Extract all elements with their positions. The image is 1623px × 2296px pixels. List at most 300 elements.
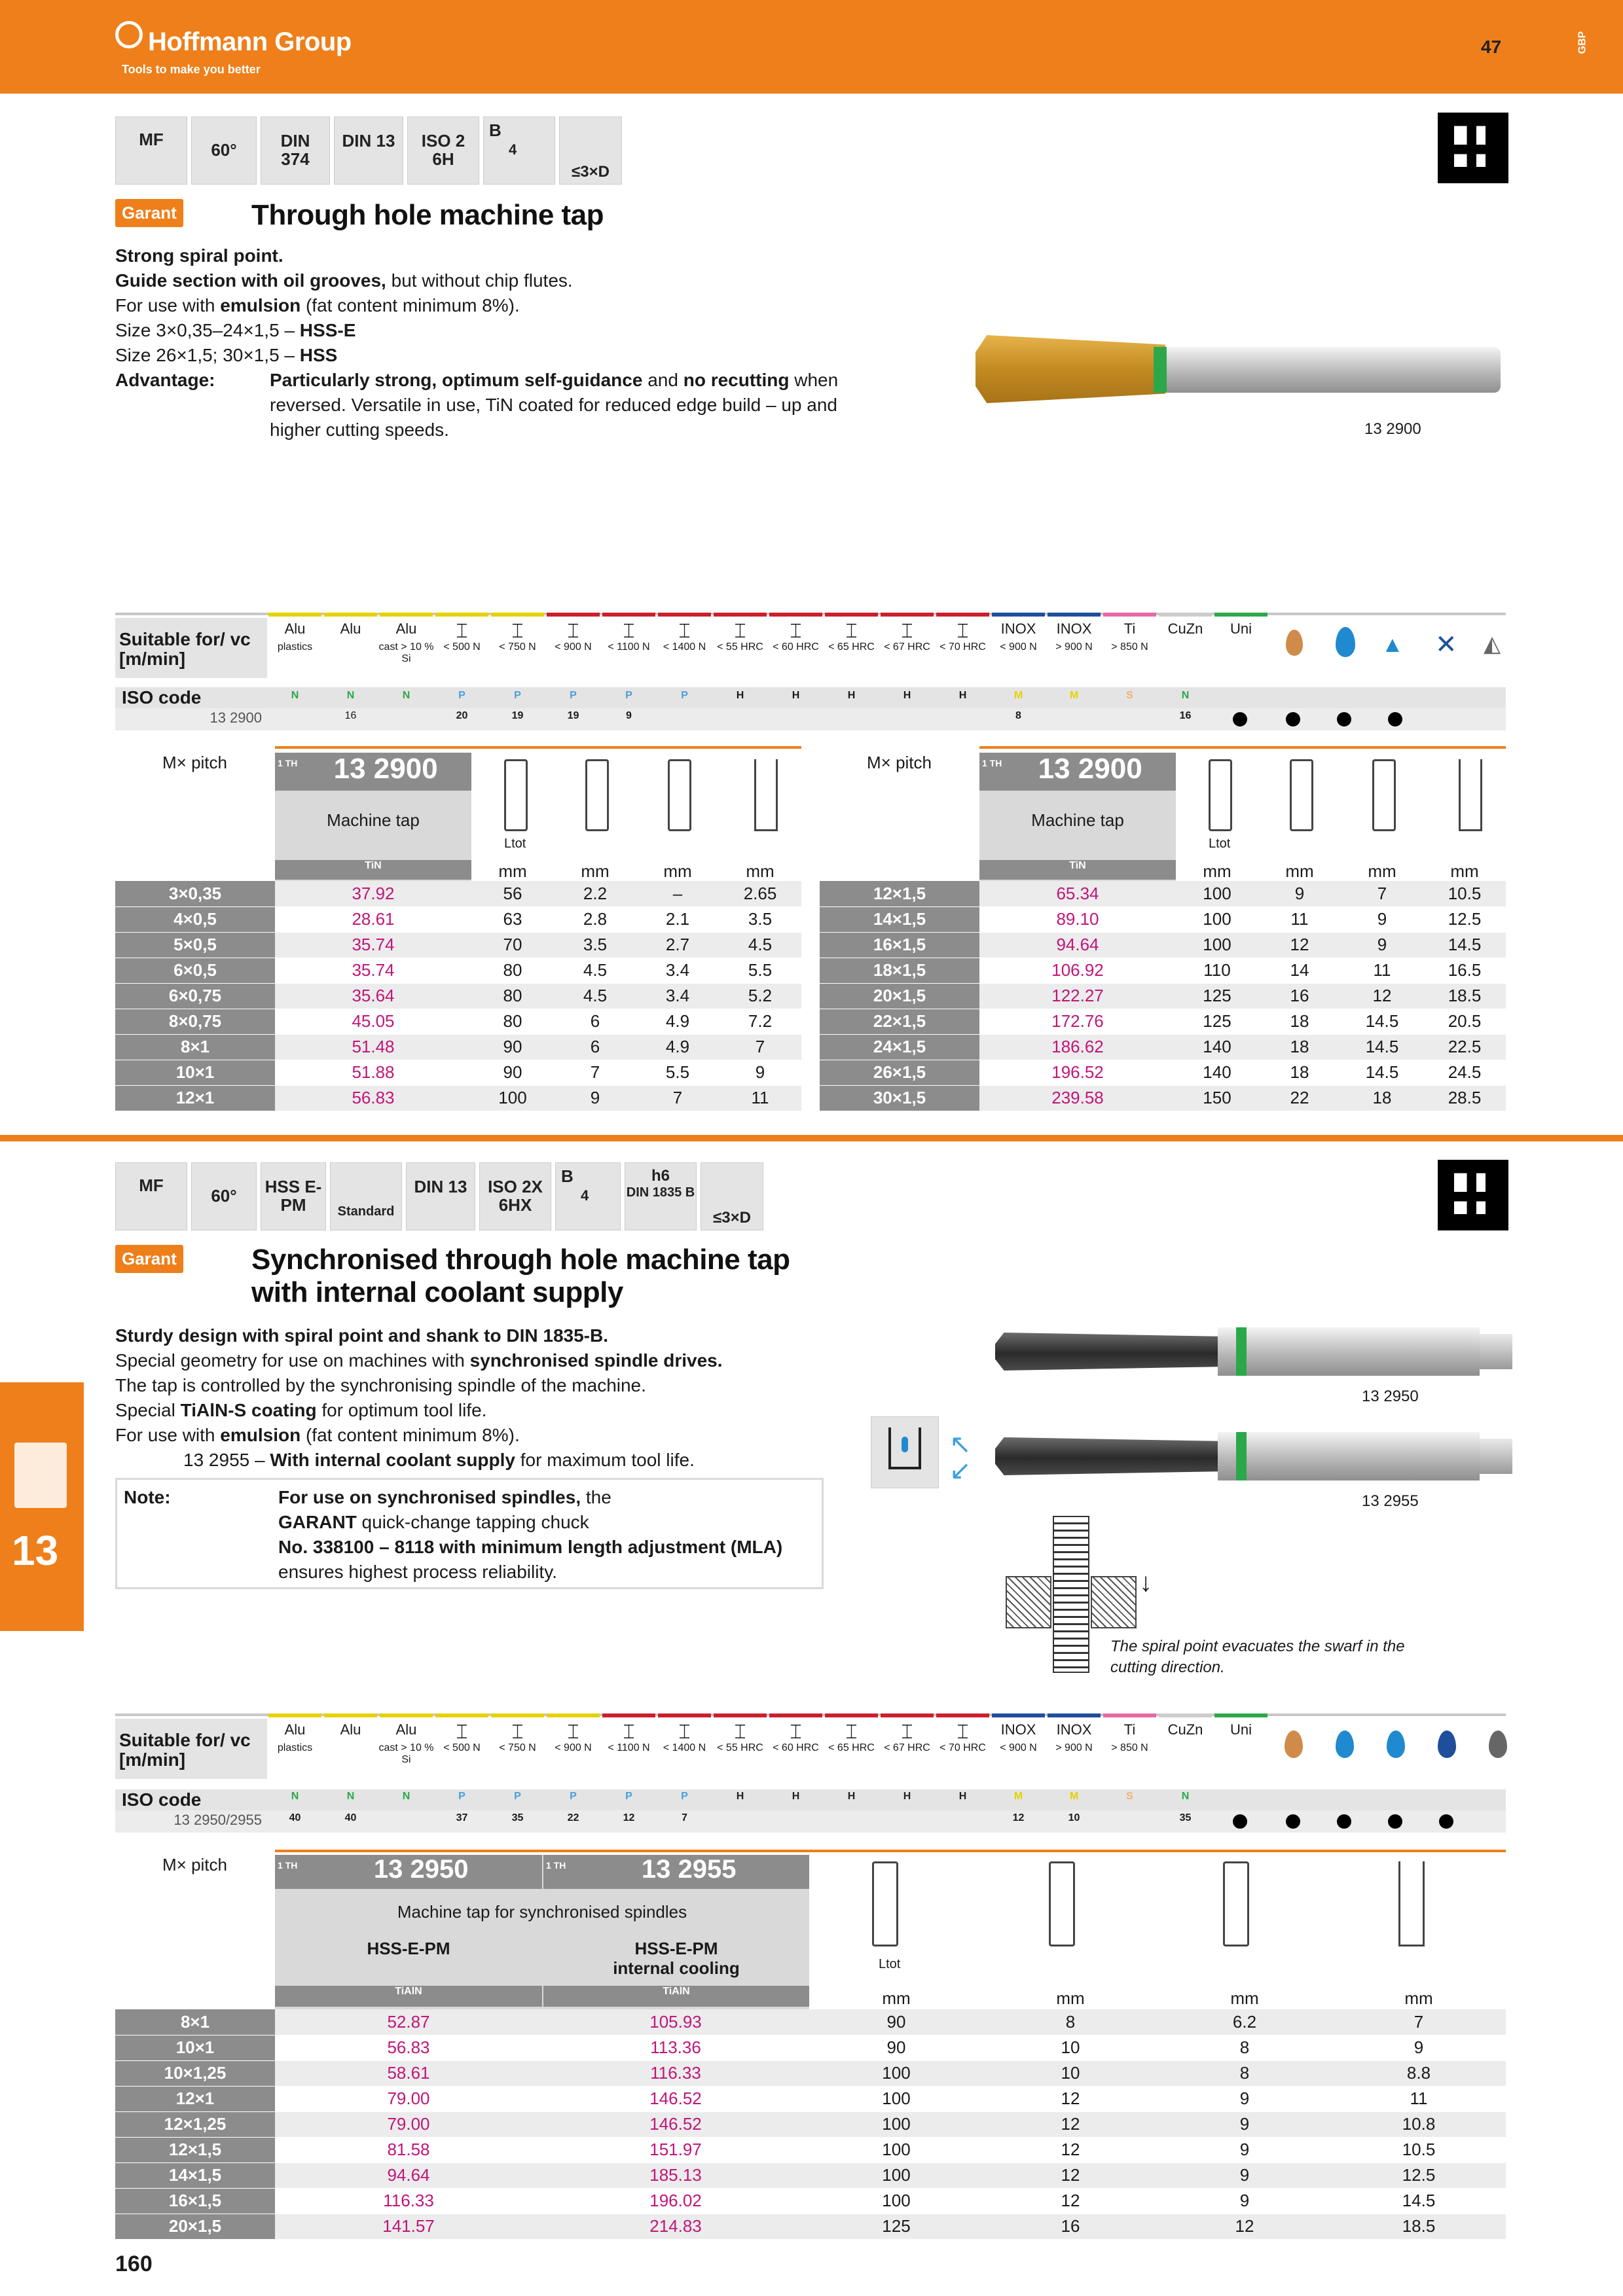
spec-icons-2 <box>115 1162 763 1230</box>
coolant-col <box>1473 1719 1524 1837</box>
material-name: Ti <box>1123 1721 1136 1738</box>
ltot-icon <box>504 759 528 831</box>
material-col <box>712 1719 768 1837</box>
material-color-bar <box>992 1713 1045 1717</box>
dimension-cell: 4.5 <box>719 932 801 958</box>
dimension-cell: 140 <box>1176 1060 1258 1085</box>
steel-beam-icon: ⌶ <box>901 1721 913 1743</box>
table-row <box>820 881 1506 906</box>
chamfer-icon <box>483 117 555 185</box>
material-color-bar <box>825 1713 878 1717</box>
desc-line: Special <box>115 1400 181 1420</box>
mpitch-cell: 14×1,5 <box>115 2162 275 2188</box>
steel-beam-icon: ⌶ <box>957 620 969 642</box>
dimension-cell: 2.1 <box>636 906 719 932</box>
square-icon <box>1223 1861 1249 1946</box>
dimension-cell: 125 <box>1176 1009 1258 1034</box>
dimension-cell: 9 <box>554 1085 636 1111</box>
material-col <box>323 1719 378 1837</box>
material-strength: < 1400 N <box>663 1742 706 1753</box>
dimension-cell: 125 <box>809 2214 983 2239</box>
dimension-cell: 100 <box>1176 932 1258 958</box>
iso-code: S <box>1126 1791 1133 1802</box>
material-name: Alu <box>340 1721 361 1738</box>
suitability-columns-2 <box>267 1719 1506 1837</box>
table-row <box>115 1009 801 1034</box>
dimension-cell: 20.5 <box>1423 1009 1506 1034</box>
orange-rule <box>275 1850 1506 1852</box>
dimension-cell: 5.5 <box>636 1060 719 1085</box>
dimension-cell: 8 <box>1158 2060 1332 2086</box>
material-strength: < 55 HRC <box>717 1742 763 1753</box>
dimension-cell: 7 <box>554 1060 636 1085</box>
dimension-cell: 110 <box>1176 958 1258 983</box>
iso-code: H <box>847 1791 856 1802</box>
emulsion-drop-icon <box>1336 1731 1354 1758</box>
desc-line: The tap is controlled by the synchronising spindle of the machine. <box>115 1375 646 1395</box>
dimension-icons <box>482 759 801 838</box>
emulsion-drop-icon <box>1336 627 1355 657</box>
table-row <box>115 1085 801 1111</box>
qr-code-icon[interactable] <box>1438 1160 1508 1230</box>
material-b: HSS-E-PM internal cooling <box>613 1939 740 1978</box>
table-row <box>115 2137 1506 2162</box>
size-rows-right <box>820 881 1506 1111</box>
chamfer-icon <box>555 1162 621 1230</box>
mpitch-cell: 5×0,5 <box>115 932 275 958</box>
material-strength: < 900 N <box>555 1742 592 1753</box>
dimension-cell: 14 <box>1258 958 1341 983</box>
dimension-cell: 4.5 <box>554 958 636 983</box>
dimension-cell: 100 <box>809 2111 983 2137</box>
ltot-label: Ltot <box>879 1957 901 1971</box>
spray-icon <box>1489 1731 1507 1758</box>
dimension-cell: 9 <box>1258 881 1341 906</box>
price-cell: 56.83 <box>275 2035 542 2060</box>
note-text: No. 338100 – 8118 with minimum length adjustment (MLA) <box>278 1537 783 1557</box>
material-col <box>768 1719 824 1837</box>
row-code-1: 13 2900 <box>210 709 262 726</box>
iso-code: P <box>458 1791 465 1802</box>
price-cell: 146.52 <box>542 2086 809 2111</box>
price-cell: 239.58 <box>979 1085 1176 1111</box>
garant-badge: Garant <box>115 1245 183 1273</box>
advantage-text: no recutting <box>683 370 790 390</box>
dimension-cell: 16 <box>1258 983 1341 1009</box>
tap-tool-image-2b <box>949 1427 1512 1486</box>
cutting-speed: 35 <box>1179 1812 1192 1823</box>
dimension-cell: 8.8 <box>1332 2060 1506 2086</box>
dimension-cell: 9 <box>719 1060 801 1085</box>
mpitch-cell: 10×1,25 <box>115 2060 275 2086</box>
ltot-icon <box>872 1861 898 1946</box>
dimension-cell: 6 <box>554 1009 636 1034</box>
desc-line: TiAlN-S coating <box>180 1400 317 1420</box>
steel-beam-icon: ⌶ <box>734 620 746 642</box>
dimension-cell: 9 <box>1341 906 1423 932</box>
material-strength: < 1100 N <box>608 1742 650 1753</box>
suitable-dot <box>1233 1814 1247 1829</box>
material-color-bar <box>380 1713 433 1717</box>
unit-row-2: mm mm mm mm <box>882 1988 1433 2008</box>
price-cell: 105.93 <box>542 2009 809 2035</box>
spray-icon: ◭ <box>1484 632 1501 656</box>
dry-icon: ✕ <box>1435 630 1457 659</box>
dimension-cell: 11 <box>1341 958 1423 983</box>
square-icon <box>1372 759 1396 831</box>
desc-line: emulsion <box>220 295 301 315</box>
table-row <box>820 1085 1506 1111</box>
table-row <box>820 983 1506 1009</box>
table-row <box>115 1060 801 1085</box>
price-cell: 122.27 <box>979 983 1176 1009</box>
page-number: 160 <box>115 2251 153 2276</box>
price-cell: 186.62 <box>979 1034 1176 1060</box>
price-cell: 35.74 <box>275 932 471 958</box>
coolant-arrow-icon: ↙ <box>949 1456 972 1485</box>
ltot-label: Ltot <box>1209 836 1231 851</box>
price-cell: 81.58 <box>275 2137 542 2162</box>
steel-beam-icon: ⌶ <box>734 1721 746 1743</box>
dimension-cell: 80 <box>471 1009 554 1034</box>
material-col: ⌶ < 60 HRC H <box>768 618 824 665</box>
advantage-label: Advantage: <box>115 370 215 390</box>
desc-line: but without chip flutes. <box>386 270 573 291</box>
material-strength: < 65 HRC <box>828 1742 875 1753</box>
dimension-cell: 12 <box>983 2162 1158 2188</box>
mpitch-cell: 3×0,35 <box>115 881 275 906</box>
chamfer-form: B <box>489 120 501 140</box>
price-cell: 45.05 <box>275 1009 471 1034</box>
cutting-speed: 12 <box>623 1812 635 1823</box>
desc-line: HSS <box>299 345 338 365</box>
dimension-cell: 18 <box>1258 1034 1341 1060</box>
table-row <box>115 2086 1506 2111</box>
steel-beam-icon: ⌶ <box>678 1721 691 1743</box>
coating-a: TiAlN <box>275 1986 542 2007</box>
table-row <box>820 1060 1506 1085</box>
steel-beam-icon: ⌶ <box>790 620 802 642</box>
dimension-cell: 100 <box>809 2086 983 2111</box>
iso-code-label: ISO code <box>122 1789 202 1810</box>
price-cell: 94.64 <box>275 2162 542 2188</box>
material-icon: HSS E-PM <box>261 1162 326 1230</box>
dimension-cell: 22 <box>1258 1085 1341 1111</box>
dimension-cell: 18.5 <box>1332 2214 1506 2239</box>
dimension-cell: 9 <box>1158 2188 1332 2214</box>
core-hole-icon <box>1459 759 1482 831</box>
shank-din-icon: h6 DIN 1835 B <box>625 1162 697 1230</box>
cutting-speed: 10 <box>1068 1812 1080 1823</box>
product-description-2 <box>115 1323 888 1473</box>
cutting-speed: 35 <box>511 1812 524 1823</box>
article-header: 1 TH 13 2900 <box>275 753 471 791</box>
material-col <box>267 1719 323 1837</box>
material-color-bar <box>1048 1713 1101 1717</box>
coolant-col <box>1371 1719 1422 1837</box>
note-text: ensures highest process reliability. <box>278 1562 557 1582</box>
material-name: Uni <box>1230 1721 1252 1738</box>
desc-line: (fat content minimum 8%). <box>301 1425 520 1445</box>
coolant-col <box>1269 1719 1320 1837</box>
desc-line: Sturdy design with spiral point and shank to DIN 1835-B. <box>115 1325 608 1346</box>
price-cell: 214.83 <box>542 2214 809 2239</box>
note-text: quick-change tapping chuck <box>356 1512 589 1532</box>
dimension-cell: 90 <box>471 1034 554 1060</box>
mf-icon: MF <box>115 117 187 185</box>
desc-line: HSS-E <box>299 320 356 340</box>
dimension-cell: 80 <box>471 958 554 983</box>
dimension-cell: 18.5 <box>1423 983 1506 1009</box>
tap-tool-image-1 <box>976 327 1506 412</box>
drill-icon <box>14 1443 67 1508</box>
material-col: Alu cast > 10 % Si N <box>378 618 434 665</box>
dimension-cell: 100 <box>1176 906 1258 932</box>
suitable-dot <box>1388 1814 1402 1829</box>
table-row <box>115 2188 1506 2214</box>
material-name: INOX <box>1056 1721 1092 1738</box>
mpitch-cell: 8×1 <box>115 1034 275 1060</box>
article-header-b: 1 TH 13 2955 <box>543 1855 809 1889</box>
section-divider <box>0 1135 1623 1141</box>
dimension-cell: 12 <box>983 2111 1158 2137</box>
depth-icon: ≤3×D <box>701 1162 763 1230</box>
material-col <box>657 1719 712 1837</box>
din13-icon: DIN 13 <box>406 1162 475 1230</box>
price-cell: 35.74 <box>275 958 471 983</box>
down-arrow-icon: ↓ <box>1139 1568 1152 1597</box>
price-cell: 35.64 <box>275 983 471 1009</box>
desc-line: Guide section with oil grooves, <box>115 270 386 291</box>
dimension-cell: 100 <box>1176 881 1258 906</box>
material-col <box>378 1719 434 1837</box>
article-desc: Machine tap <box>327 810 420 830</box>
dimension-cell: 12 <box>983 2188 1158 2214</box>
note-label: Note: <box>124 1487 171 1507</box>
table-row <box>115 932 801 958</box>
desc-line: synchronised spindle drives. <box>469 1350 723 1371</box>
material-col: ⌶ < 70 HRC H <box>935 618 991 665</box>
material-strength: > 850 N <box>1111 1742 1148 1753</box>
mpitch-cell: 12×1 <box>115 1085 275 1111</box>
dimension-cell: 4.5 <box>554 983 636 1009</box>
mpitch-cell: 12×1,5 <box>820 881 979 906</box>
dimension-cell: 2.65 <box>719 881 801 906</box>
table-row <box>115 906 801 932</box>
chapter-tab <box>0 1382 84 1631</box>
material-name: Alu <box>395 1721 417 1738</box>
suitability-table-2 <box>115 1719 1506 1837</box>
ltot-icon <box>1209 759 1232 831</box>
table-row <box>115 881 801 906</box>
article-desc: Machine tap for synchronised spindles <box>397 1902 687 1922</box>
steel-beam-icon: ⌶ <box>567 620 579 642</box>
table-row <box>115 1034 801 1060</box>
spec-icons-1 <box>115 117 622 185</box>
suitable-dot <box>1388 712 1402 726</box>
dimension-cell: 12 <box>983 2086 1158 2111</box>
suitable-label: Suitable for/ vc [m/min] <box>115 1719 267 1779</box>
mpitch-cell: 26×1,5 <box>820 1060 979 1085</box>
brand-name: Hoffmann Group <box>148 27 352 56</box>
material-strength: < 900 N <box>1000 1742 1037 1753</box>
dimension-cell: 7.2 <box>719 1009 801 1034</box>
dimension-cell: 100 <box>809 2060 983 2086</box>
dimension-cell: – <box>636 881 719 906</box>
material-col: ⌶ < 750 N P 19 <box>490 618 545 665</box>
material-color-bar <box>881 1713 934 1717</box>
material-color-bar <box>714 1713 767 1717</box>
mpitch-cell: 4×0,5 <box>115 906 275 932</box>
price-cell: 79.00 <box>275 2111 542 2137</box>
mpitch-cell: 10×1 <box>115 2035 275 2060</box>
dimension-cell: 14.5 <box>1341 1060 1423 1085</box>
price-cell: 146.52 <box>542 2111 809 2137</box>
core-hole-icon <box>754 759 778 831</box>
material-strength: < 750 N <box>499 1742 536 1753</box>
material-col: ⌶ < 65 HRC H <box>824 618 879 665</box>
price-cell: 51.48 <box>275 1034 471 1060</box>
material-strength: < 67 HRC <box>884 1742 930 1753</box>
size-rows-2 <box>115 2009 1506 2240</box>
steel-beam-icon: ⌶ <box>845 620 858 642</box>
material-col: ⌶ < 900 N P 19 <box>545 618 601 665</box>
note-text: For use on synchronised spindles, <box>278 1487 581 1507</box>
suitability-columns <box>267 618 1524 721</box>
price-cell: 79.00 <box>275 2086 542 2111</box>
price-cell: 185.13 <box>542 2162 809 2188</box>
material-col <box>1046 1719 1102 1837</box>
steel-beam-icon: ⌶ <box>901 620 913 642</box>
region-code: GBP <box>1577 31 1588 54</box>
material-col: ⌶ < 67 HRC H <box>879 618 935 665</box>
note-box <box>115 1478 824 1589</box>
material-col: INOX < 900 N M 8 <box>991 618 1046 665</box>
material-name: CuZn <box>1167 1721 1203 1738</box>
iso-code: H <box>903 1791 911 1802</box>
oil-drop-icon <box>1285 1731 1303 1758</box>
material-color-bar <box>769 1713 822 1717</box>
dimension-cell: 11 <box>1332 2086 1506 2111</box>
coolant-col <box>1473 618 1524 665</box>
oil-drop-icon <box>1286 630 1303 656</box>
shank-icon <box>585 759 609 831</box>
chamfer-threads: 4 <box>509 141 517 158</box>
desc-line: emulsion <box>220 1425 301 1445</box>
price-cell: 94.64 <box>979 932 1176 958</box>
mpitch-cell: 12×1,5 <box>115 2137 275 2162</box>
cutting-speed: 22 <box>567 1812 579 1823</box>
desc-line: With internal coolant supply <box>270 1450 515 1470</box>
suitable-dot <box>1286 712 1300 726</box>
table-row <box>115 2162 1506 2188</box>
material-name: INOX <box>1000 1721 1036 1738</box>
dimension-cell: 8 <box>1158 2035 1332 2060</box>
mpitch-cell: 8×1 <box>115 2009 275 2035</box>
dimension-cell: 12 <box>1158 2214 1332 2239</box>
note-text: the <box>581 1487 611 1507</box>
coolant-col <box>1371 618 1422 665</box>
material-color-bar <box>491 1713 544 1717</box>
mpitch-cell: 12×1,25 <box>115 2111 275 2137</box>
dimension-cell: 63 <box>471 906 554 932</box>
table-row <box>820 958 1506 983</box>
dimension-cell: 10.8 <box>1332 2111 1506 2137</box>
material-col: ⌶ < 55 HRC H <box>712 618 768 665</box>
product-title-1: Through hole machine tap <box>251 199 604 231</box>
material-col <box>935 1719 991 1837</box>
chapter-number: 13 <box>12 1527 59 1574</box>
shank-icon <box>1290 759 1313 831</box>
price-cell: 56.83 <box>275 1085 471 1111</box>
table-row <box>115 2060 1506 2086</box>
table-row <box>820 1009 1506 1034</box>
price-cell: 151.97 <box>542 2137 809 2162</box>
suitable-dot <box>1337 1814 1351 1829</box>
garant-badge: Garant <box>115 199 183 227</box>
iso-code: P <box>625 1791 632 1802</box>
steel-beam-icon: ⌶ <box>511 1721 524 1743</box>
dimension-cell: 16 <box>983 2214 1158 2239</box>
ltot-label: Ltot <box>504 836 526 851</box>
swarf-caption: The spiral point evacuates the swarf in the cutting direction. <box>1110 1638 1405 1676</box>
mpitch-cell: 14×1,5 <box>820 906 979 932</box>
qr-code-icon[interactable] <box>1438 113 1508 183</box>
brand-logo-icon <box>115 21 143 48</box>
desc-line: for maximum tool life. <box>515 1450 695 1470</box>
material-color-bar <box>602 1713 655 1717</box>
coolant-col <box>1422 1719 1473 1837</box>
desc-line: For use with <box>115 295 221 315</box>
dry-icon <box>1438 1731 1456 1758</box>
dimension-cell: 9 <box>1158 2111 1332 2137</box>
mpitch-cell: 22×1,5 <box>820 1009 979 1034</box>
material-col: ⌶ < 1100 N P 9 <box>601 618 657 665</box>
price-cell: 52.87 <box>275 2009 542 2035</box>
core-hole-icon <box>1398 1861 1425 1946</box>
mpitch-cell: 6×0,75 <box>115 983 275 1009</box>
steel-beam-icon: ⌶ <box>957 1721 969 1743</box>
price-cell: 65.34 <box>979 881 1176 906</box>
chamfer-form: B <box>561 1166 574 1186</box>
tool-code-label: 13 2950 <box>1362 1388 1419 1405</box>
material-color-bar <box>547 1713 600 1717</box>
coolant-col <box>1269 618 1320 665</box>
table-row <box>115 2035 1506 2060</box>
dimension-cell: 3.5 <box>719 906 801 932</box>
price-cell: 141.57 <box>275 2214 542 2239</box>
desc-line: Strong spiral point. <box>115 245 283 266</box>
material-strength: > 900 N <box>1055 1742 1093 1753</box>
dimension-cell: 3.4 <box>636 958 719 983</box>
dimension-cell: 14.5 <box>1423 932 1506 958</box>
dimension-cell: 12.5 <box>1332 2162 1506 2188</box>
dimension-cell: 140 <box>1176 1034 1258 1060</box>
material-color-bar <box>936 1713 989 1717</box>
table-row <box>820 906 1506 932</box>
dimension-cell: 9 <box>1158 2162 1332 2188</box>
dimension-cell: 14.5 <box>1341 1034 1423 1060</box>
price-cell: 196.02 <box>542 2188 809 2214</box>
orange-rule <box>979 746 1506 749</box>
coating: TiN <box>979 860 1176 880</box>
steel-beam-icon: ⌶ <box>845 1721 858 1743</box>
note-text: GARANT <box>278 1512 357 1532</box>
table-row <box>115 2009 1506 2035</box>
desc-line: For use with <box>115 1425 221 1445</box>
dimension-cell: 12.5 <box>1423 906 1506 932</box>
iso-code: P <box>681 1791 688 1802</box>
